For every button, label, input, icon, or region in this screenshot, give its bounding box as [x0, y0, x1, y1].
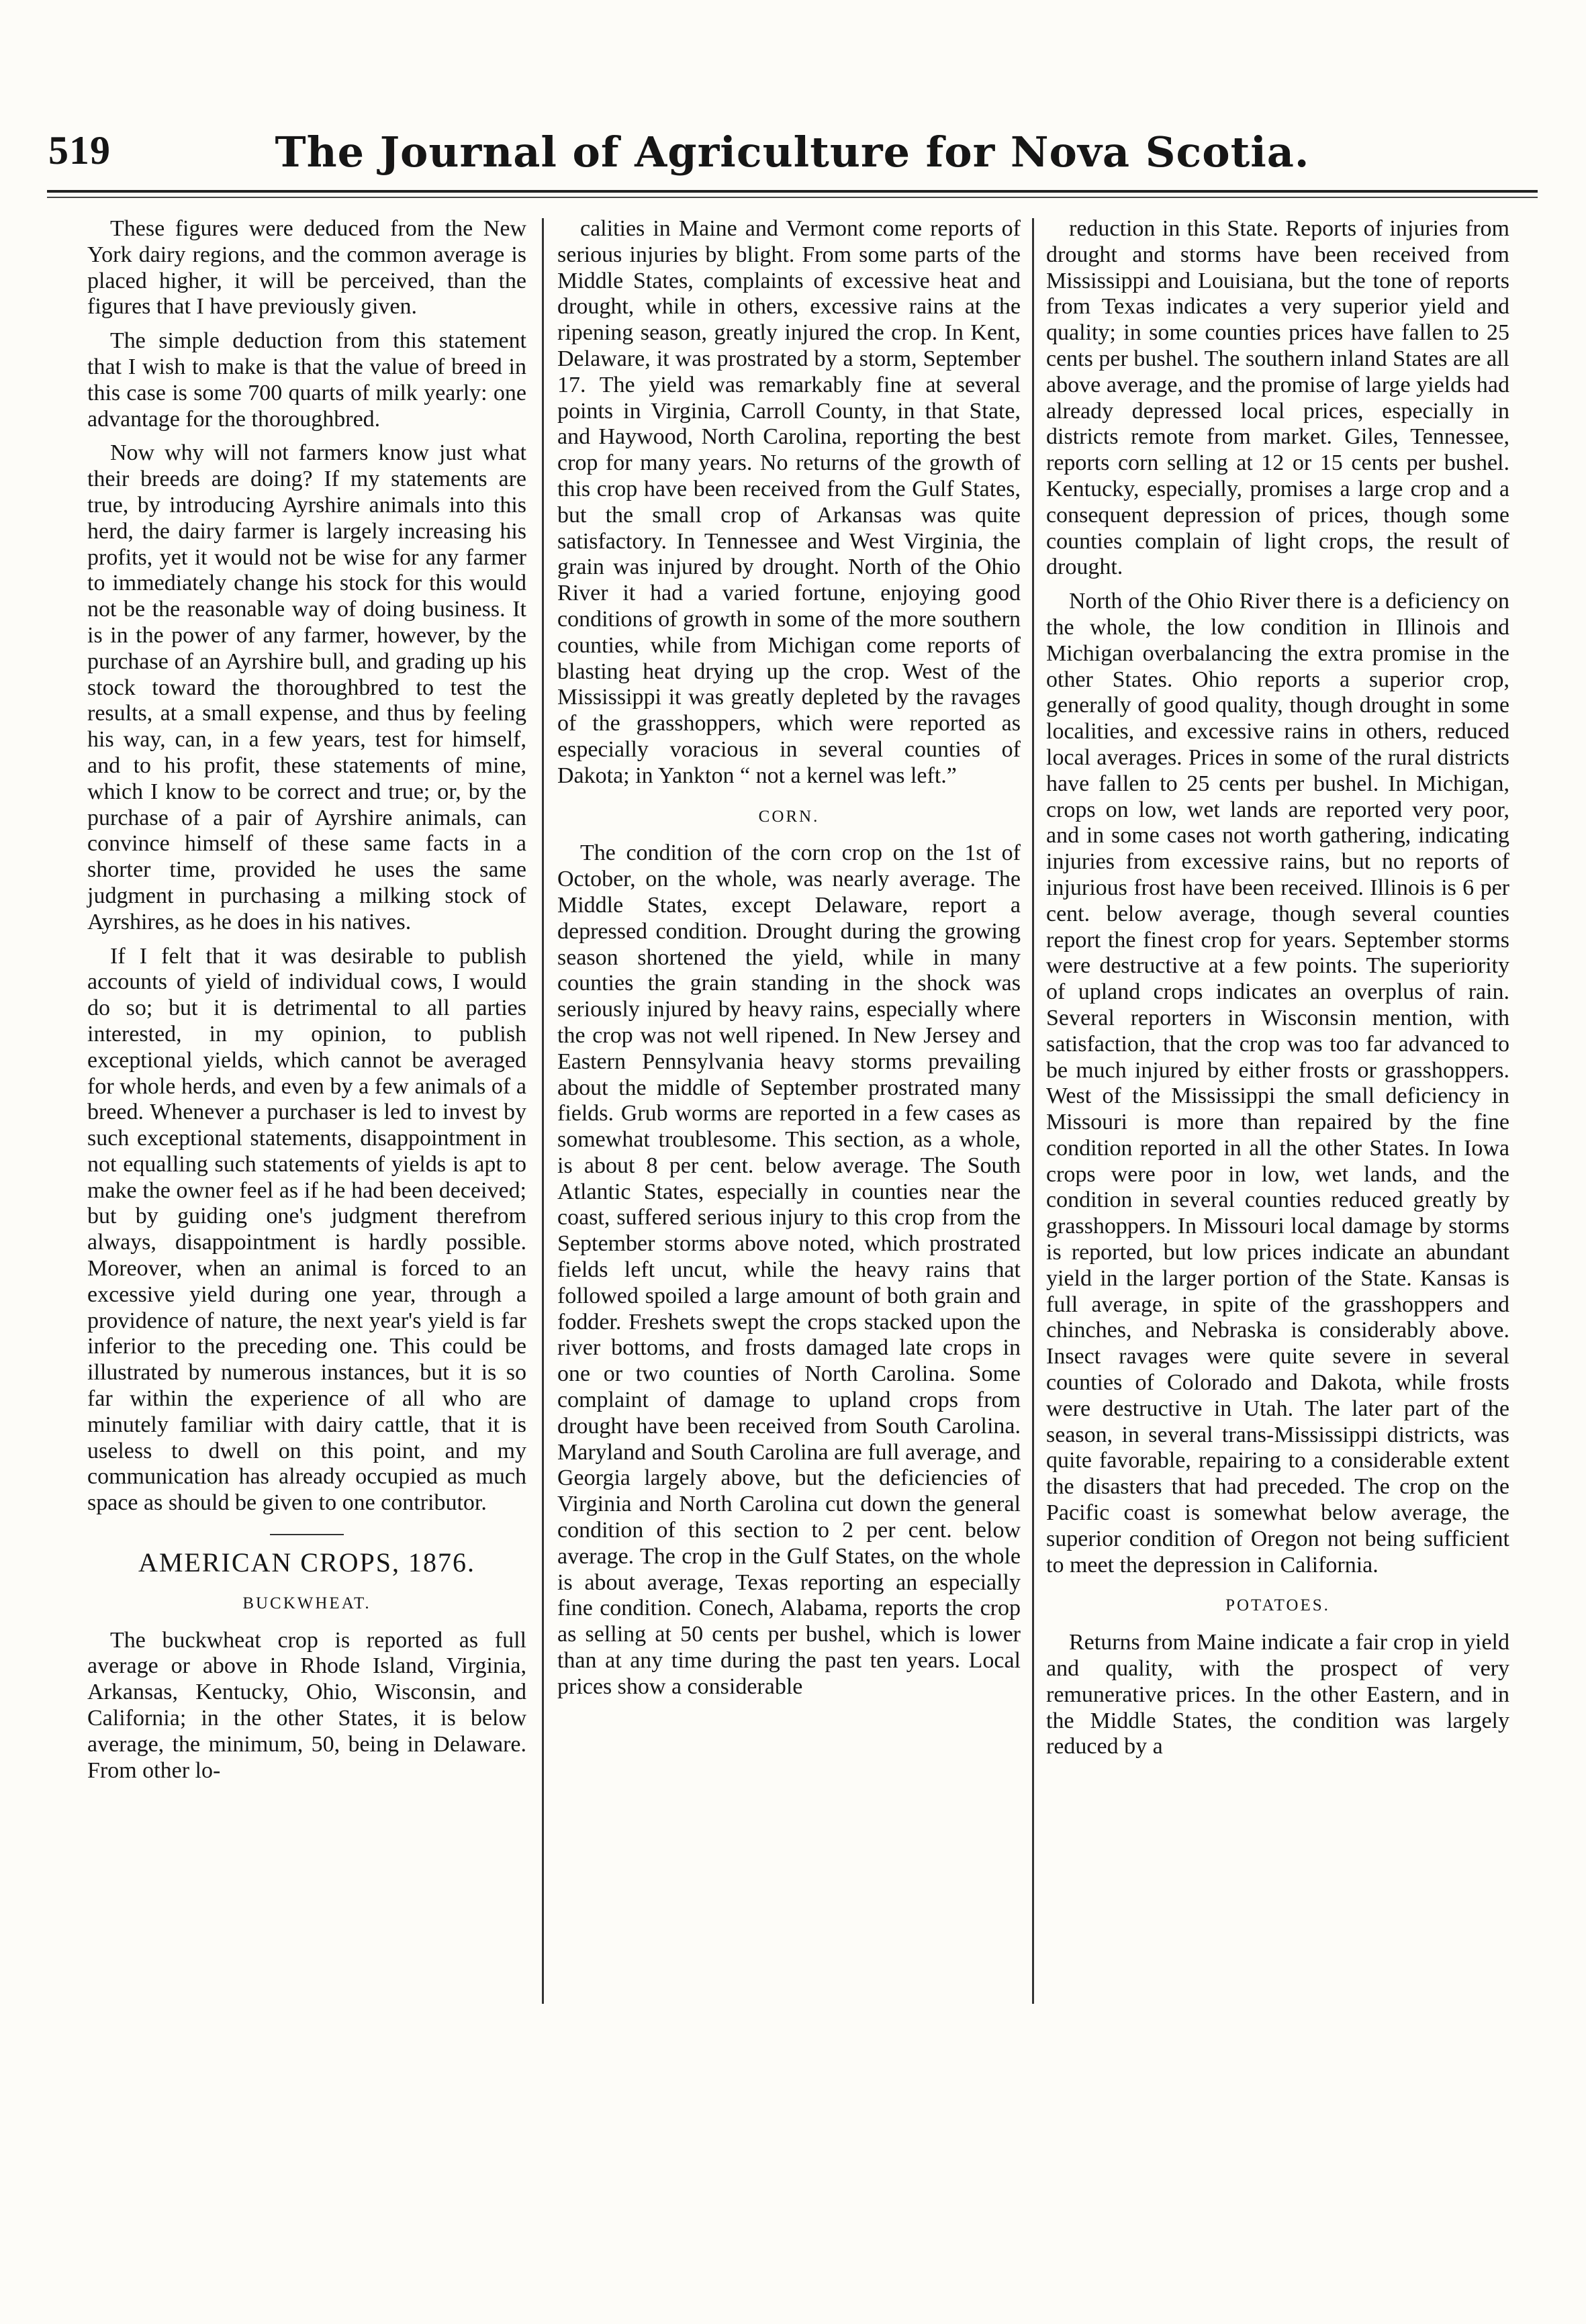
page-header	[40, 128, 1544, 175]
paragraph: The condition of the corn crop on the 1st of October, on the whole, was nearly average. The Middle States, except Delaware, report a depressed condition. Drought during the growing season shortened the yield, while in many counties the grain standing in the shock was seriously injured by heavy rains, especially where the crop was not well ripened. In New Jersey and Eastern Pennsylvania heavy storms prevailing about the middle of September prostrated many fields. Grub worms are reported in a few cases as somewhat troublesome. This section, as a whole, is about 8 per cent. below average. The South Atlantic States, especially in counties near the coast, suffered serious injury to this crop from the September storms above noted, which prostrated fields left uncut, while the heavy rains that followed spoiled a large amount of both grain and fodder. Freshets swept the crops stacked upon the river bottoms, and frosts damaged late crops in one or two counties of North Carolina. Some complaint of damage to upland crops from drought have been received from South Carolina. Maryland and South Carolina are full average, and Georgia largely above, but the deficiencies of Virginia and North Carolina cut down the general condition of this section to 2 per cent. below average. The crop in the Gulf States, on the whole is about average, Texas reporting an especially fine condition. Conech, Alabama, reports the crop as selling at 50 cents per bushel, which is lower than at any time during the past ten years. Local prices show a considerable	[557, 840, 1021, 1699]
page-number: 519	[48, 128, 111, 173]
paragraph: Returns from Maine indicate a fair crop in yield and quality, with the prospect of very remunerative prices. In the other Eastern, and in the Middle States, the condition was largely reduced by a	[1046, 1630, 1509, 1759]
section-divider	[270, 1534, 344, 1535]
header-rule-thin	[47, 197, 1538, 198]
subsection-heading: POTATOES.	[1225, 1596, 1330, 1615]
column-right	[1046, 216, 1509, 1768]
paragraph: The buckwheat crop is reported as full average or above in Rhode Island, Virginia, Arkansas, Kentucky, Ohio, Wisconsin, and California; in the other States, it is below average, the minimum, 50, being in Delaware. From other lo-	[87, 1627, 526, 1783]
paragraph: North of the Ohio River there is a deficiency on the whole, the low condition in Illinois and Michigan overbalancing the extra promise in the other States. Ohio reports a superior crop, generally of good quality, though drought in some localities, and excessive rains in others, reduced local averages. Prices in some of the rural districts have fallen to 25 cents per bushel. In Michigan, crops on low, wet lands are reported very poor, and in some cases not worth gathering, indicating injuries from excessive rains, but no reports of injurious frost have been received. Illinois is 6 per cent. below average, though several counties report the finest crop for years. September storms were destructive at a few points. The superiority of upland crops indicates an overplus of rain. Several reporters in Wisconsin mention, with satisfaction, that the crop was too far advanced to be much injured by either frosts or grasshoppers. West of the Mississippi the small deficiency in Missouri is more than repaired by the fine condition reported in all the other States. In Iowa crops were poor in low, wet lands, and the condition in several counties reduced greatly by grasshoppers. In Missouri local damage by storms is reported, but low prices indicate an abundant yield in the larger portion of the State. Kansas is full average, in spite of the grasshoppers and chinches, and Nebraska is considerably above. Insect ravages were quite severe in several counties of Colorado and Dakota, while frosts were destructive in Utah. The later part of the season, in several trans-Mississippi districts, was quite favorable, repairing to a considerable extent the disasters that had preceded. The crop on the Pacific coast is somewhat below average, the superior condition of Oregon not being sufficient to meet the depression in California.	[1046, 589, 1509, 1578]
subsection-heading: BUCKWHEAT.	[242, 1594, 371, 1612]
article-title: AMERICAN CROPS, 1876.	[138, 1547, 476, 1578]
header-rule	[47, 190, 1538, 193]
subsection-heading: CORN.	[758, 807, 820, 826]
paragraph: calities in Maine and Vermont come reports of serious injuries by blight. From some parts of the Middle States, complaints of excessive heat and drought, while in others, excessive rains at the ripening season, greatly injured the crop. In Kent, Delaware, it was prostrated by a storm, September 17. The yield was remarkably fine at several points in Virginia, Carroll County, in that State, and Haywood, North Carolina, reporting the best crop for many years. No returns of the growth of this crop have been received from the Gulf States, but the small crop of Arkansas was quite satisfactory. In Tennessee and West Virginia, the grain was injured by drought. North of the Ohio River it had a varied fortune, enjoying good conditions of growth in some of the more southern counties, while from Michigan come reports of blasting heat drying up the crop. West of the Mississippi it was greatly depleted by the ravages of the grasshoppers, which were reported as especially voracious in several counties of Dakota; in Yankton “ not a kernel was left.”	[557, 216, 1021, 788]
paragraph: The simple deduction from this statement that I wish to make is that the value of breed in this case is some 700 quarts of milk yearly: one advantage for the thoroughbred.	[87, 328, 526, 432]
column-divider	[1032, 218, 1034, 2004]
paragraph: If I felt that it was desirable to publish accounts of yield of individual cows, I would do so; but it is detrimental to all parties interested, in my opinion, to publish exceptional yields, which cannot be averaged for whole herds, and even by a few animals of a breed. Whenever a purchaser is led to invest by such exceptional statements, disappointment in not equalling such statements of yields is apt to make the owner feel as if he had been deceived; but by guiding one's judgment therefrom always, disappointment is hardly possible. Moreover, when an animal is forced to an excessive yield during one year, through a providence of nature, the next year's yield is far inferior to the preceding one. This could be illustrated by numerous instances, but it is so far within the experience of all who are minutely familiar with dairy cattle, that it is useless to dwell on this point, and my communication has already occupied as much space as should be given to one contributor.	[87, 943, 526, 1516]
column-middle	[557, 216, 1021, 1708]
column-divider	[542, 218, 544, 2004]
paragraph: These figures were deduced from the New York dairy regions, and the common average is placed higher, it will be perceived, than the figures that I have previously given.	[87, 216, 526, 320]
paragraph: Now why will not farmers know just what their breeds are doing? If my statements are true, by introducing Ayrshire animals into this herd, the dairy farmer is largely increasing his profits, yet it would not be wise for any farmer to immediately change his stock for this would not be the reasonable way of doing business. It is in the power of any farmer, however, by the purchase of an Ayrshire bull, and grading up his stock toward the thoroughbred to test the results, at a small expense, and thus by feeling his way, can, in a few years, test for himself, and to his profit, these statements of mine, which I know to be correct and true; or, by the purchase of a pair of Ayrshire animals, can convince himself of these same facts in a shorter time, provided he uses the same judgment in purchasing a milking stock of Ayrshires, as he does in his natives.	[87, 440, 526, 934]
column-left	[87, 216, 526, 1792]
journal-title: The Journal of Agriculture for Nova Scotia.	[275, 128, 1310, 177]
paragraph: reduction in this State. Reports of injuries from drought and storms have been received from Mississippi and Louisiana, but the tone of reports from Texas indicates a very superior yield and quality; in some counties prices have fallen to 25 cents per bushel. The southern inland States are all above average, and the promise of large yields had already depressed local prices, especially in districts remote from market. Giles, Tennessee, reports corn selling at 12 or 15 cents per bushel. Kentucky, especially, promises a large crop and a consequent depression of prices, though some counties complain of light crops, the result of drought.	[1046, 216, 1509, 580]
